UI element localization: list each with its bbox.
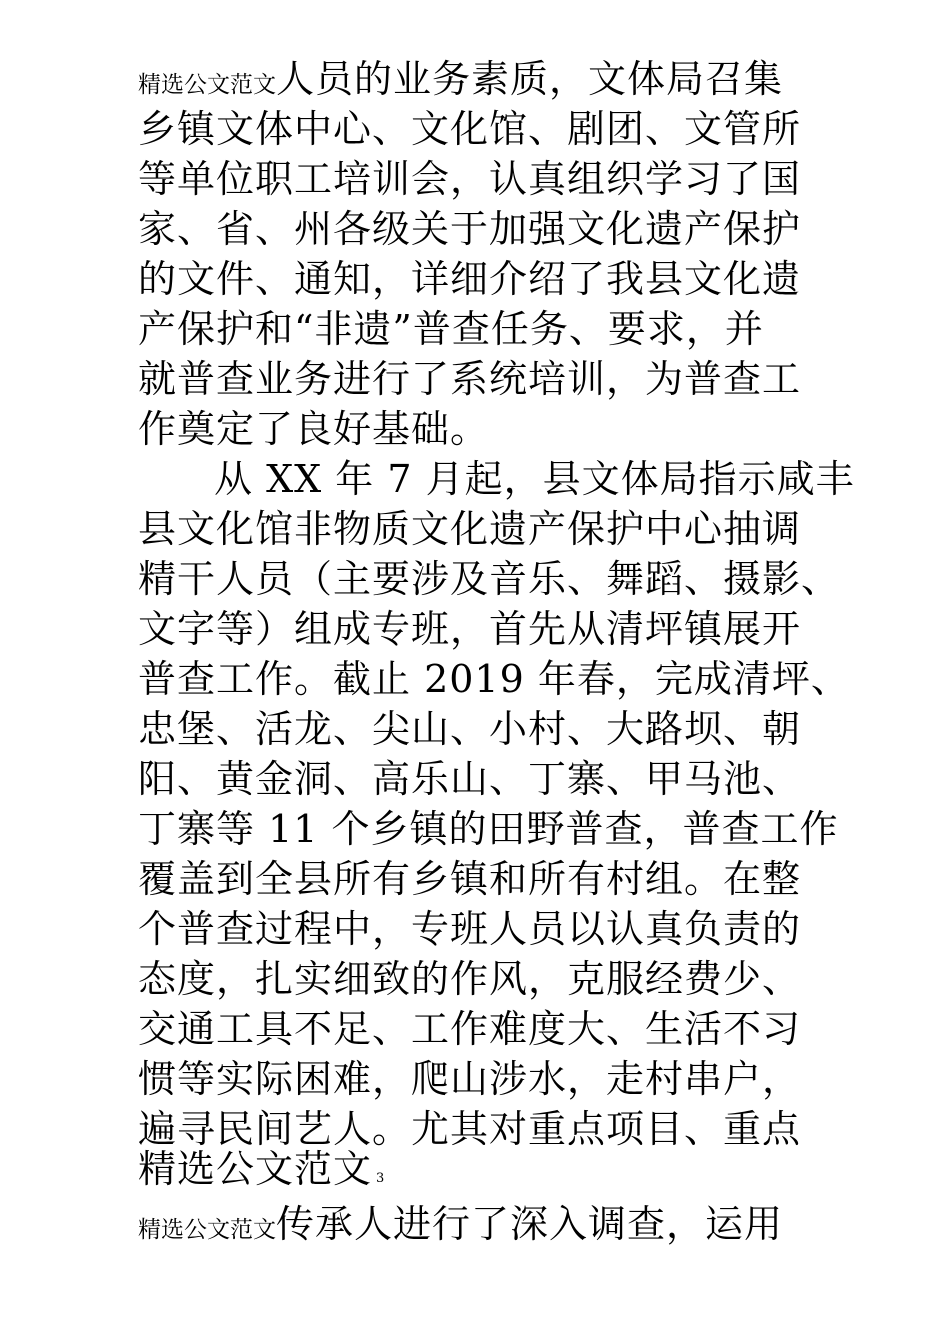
body-text: 人员的业务素质，文体局召集 (276, 57, 784, 101)
text-line: 普查工作。截止 2019 年春，完成清坪、 (138, 657, 850, 701)
text-line: 交通工具不足、工作难度大、生活不习 (138, 1007, 802, 1051)
text-line: 忠堡、活龙、尖山、小村、大路坝、朝 (138, 707, 802, 751)
text-line (138, 1202, 784, 1246)
paragraph-first-line: 从 XX 年 7 月起，县文体局指示咸丰 (214, 457, 855, 501)
header-label: 精选公文范文 (138, 72, 276, 98)
page-footer (138, 1147, 386, 1191)
text-line: 丁寨等 11 个乡镇的田野普查，普查工作 (138, 807, 839, 851)
text-line: 作奠定了良好基础。 (138, 407, 490, 451)
text-line: 的文件、通知，详细介绍了我县文化遗 (138, 257, 802, 301)
page-number: 3 (376, 1171, 386, 1186)
header-label: 精选公文范文 (138, 1217, 276, 1243)
text-line: 阳、黄金洞、高乐山、丁寨、甲马池、 (138, 757, 802, 801)
body-text: 传承人进行了深入调查，运用 (276, 1202, 784, 1246)
text-line: 就普查业务进行了系统培训，为普查工 (138, 357, 802, 401)
text-line: 覆盖到全县所有乡镇和所有村组。在整 (138, 857, 802, 901)
text-line (138, 57, 784, 101)
text-line: 惯等实际困难，爬山涉水，走村串户， (138, 1057, 802, 1101)
text-line: 产保护和“非遗”普查任务、要求，并 (138, 307, 764, 351)
text-line: 县文化馆非物质文化遗产保护中心抽调 (138, 507, 802, 551)
text-line: 文字等）组成专班，首先从清坪镇展开 (138, 607, 802, 651)
text-line: 等单位职工培训会，认真组织学习了国 (138, 157, 802, 201)
text-line: 乡镇文体中心、文化馆、剧团、文管所 (138, 107, 802, 151)
text-line: 遍寻民间艺人。尤其对重点项目、重点 (138, 1107, 802, 1151)
text-line: 个普查过程中，专班人员以认真负责的 (138, 907, 802, 951)
text-line: 精干人员（主要涉及音乐、舞蹈、摄影、 (138, 557, 841, 601)
text-line: 态度，扎实细致的作风，克服经费少、 (138, 957, 802, 1001)
footer-label: 精选公文范文 (138, 1147, 373, 1191)
text-line: 家、省、州各级关于加强文化遗产保护 (138, 207, 802, 251)
